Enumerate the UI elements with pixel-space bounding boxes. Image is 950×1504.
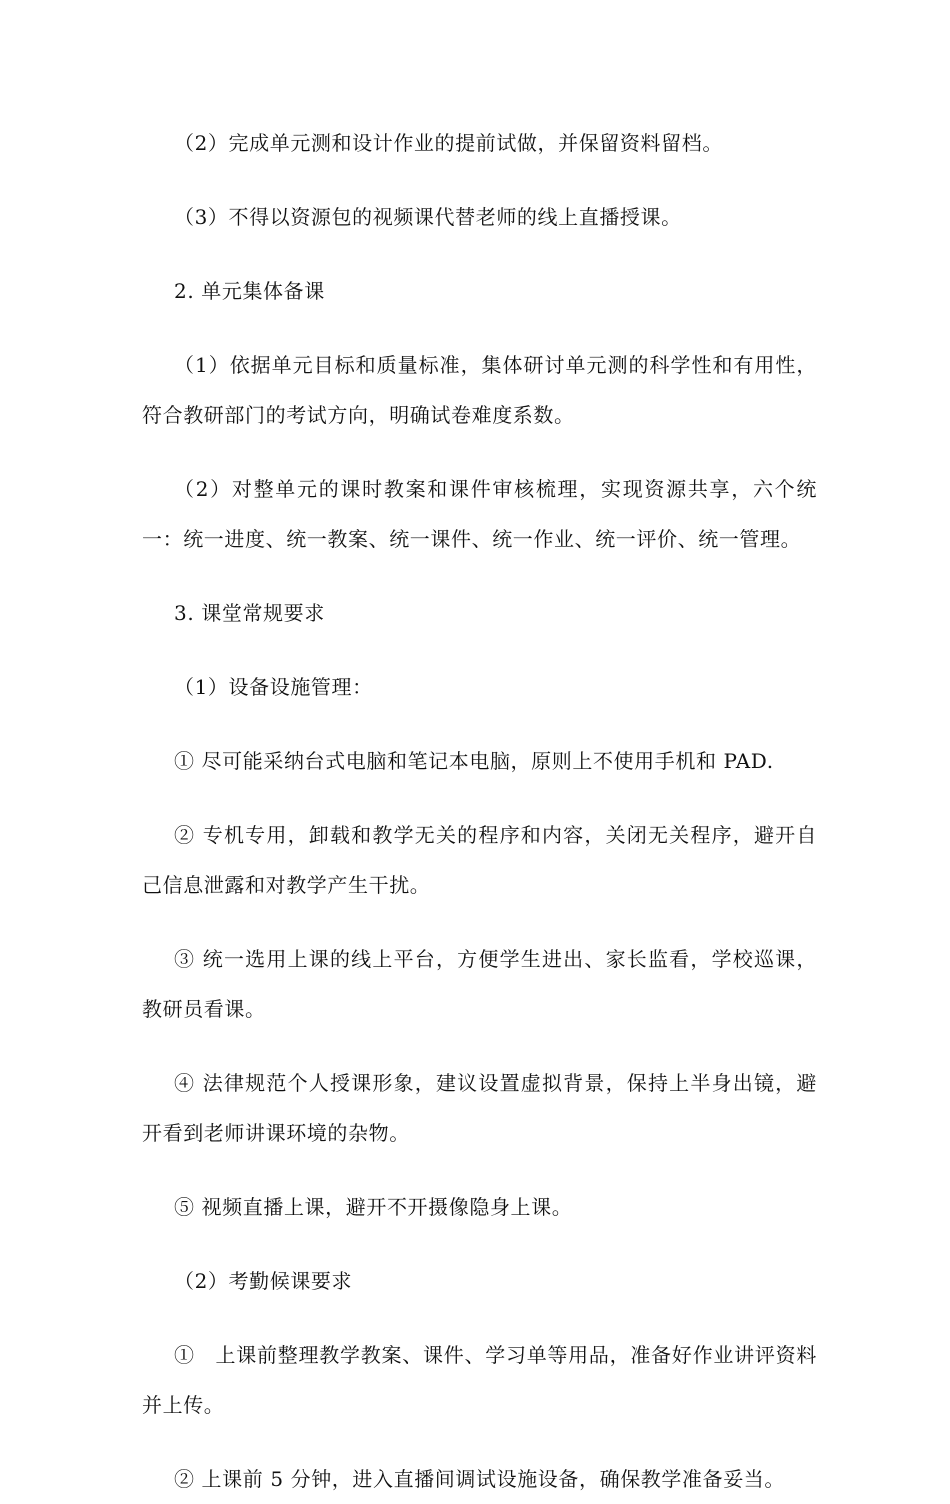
subheading-equipment-management: （1）设备设施管理： xyxy=(174,675,373,699)
list-item-computer-use: ① 尽可能采纳台式电脑和笔记本电脑，原则上不使用手机和 PAD. xyxy=(174,749,774,773)
section-heading-unit-lesson-prep: 2. 单元集体备课 xyxy=(174,279,325,303)
section-heading-classroom-rules: 3. 课堂常规要求 xyxy=(174,601,325,625)
subheading-attendance-requirements: （2）考勤候课要求 xyxy=(174,1269,353,1293)
list-item-teaching-image: ④ 法律规范个人授课形象，建议设置虚拟背景，保持上半身出镜，避开看到老师讲课环境的杂物。 xyxy=(142,1071,817,1145)
document-body xyxy=(142,118,817,1504)
list-item-dedicated-machine: ② 专机专用，卸载和教学无关的程序和内容，关闭无关程序，避开自己信息泄露和对教学产生干扰。 xyxy=(142,823,817,897)
paragraph-prepare-test: （2）完成单元测和设计作业的提前试做，并保留资料留档。 xyxy=(174,131,723,155)
list-item-unified-platform: ③ 统一选用上课的线上平台，方便学生进出、家长监看，学校巡课，教研员看课。 xyxy=(142,947,817,1021)
paragraph-unit-test-research: （1）依据单元目标和质量标准，集体研讨单元测的科学性和有用性，符合教研部门的考试方向，明确试卷难度系数。 xyxy=(142,353,817,427)
paragraph-no-video-substitute: （3）不得以资源包的视频课代替老师的线上直播授课。 xyxy=(174,205,682,229)
list-item-prepare-materials: ① 上课前整理教学教案、课件、学习单等用品，准备好作业讲评资料并上传。 xyxy=(142,1343,817,1417)
list-item-enter-livestream-early: ② 上课前 5 分钟，进入直播间调试设施设备，确保教学准备妥当。 xyxy=(174,1467,785,1491)
list-item-camera-on: ⑤ 视频直播上课，避开不开摄像隐身上课。 xyxy=(174,1195,573,1219)
paragraph-six-unifications: （2）对整单元的课时教案和课件审核梳理，实现资源共享，六个统一：统一进度、统一教案、统一课件、统一作业、统一评价、统一管理。 xyxy=(142,477,817,551)
